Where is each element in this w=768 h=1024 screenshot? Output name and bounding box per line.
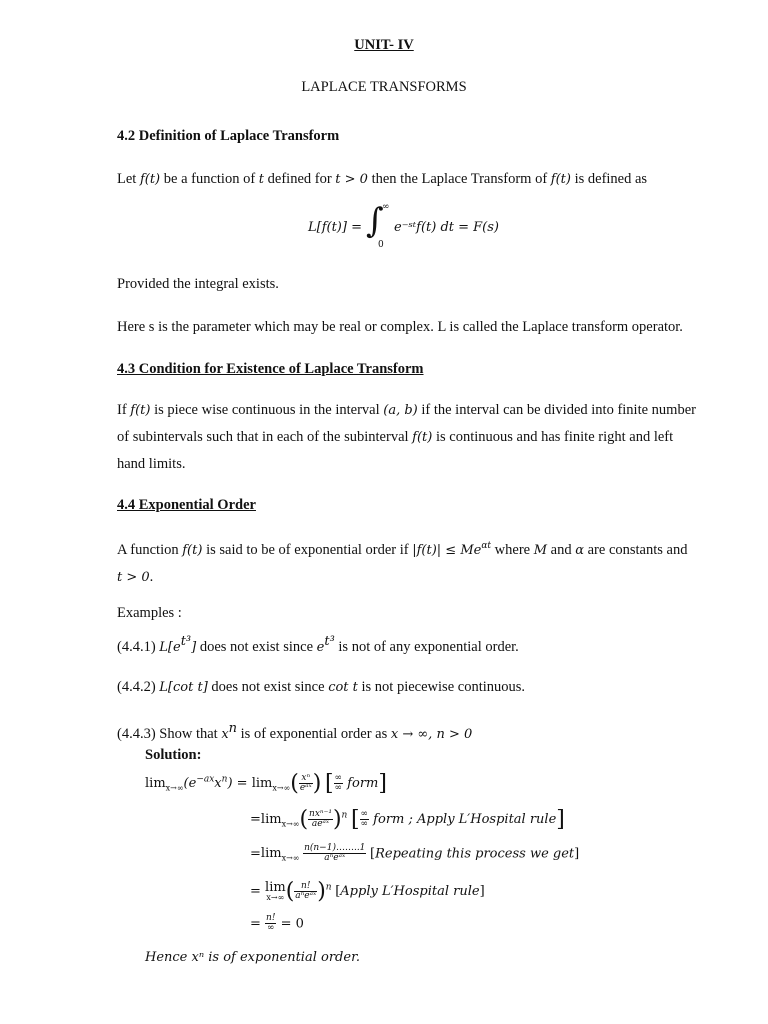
example-4-4-2: (4.4.2) L[cot t] does not exist since cot t is not piecewise continuous. bbox=[117, 679, 526, 695]
solution-step-4: = lim x→∞ ( $\frac{n!}{\text{aⁿeᵃˣ}}$ )$^n$ [Apply L′Hospital rule] bbox=[250, 879, 485, 904]
section-heading-4-2: 4.2 Definition of Laplace Transform bbox=[117, 128, 340, 144]
solution-step-1: $\lim_{x\to\infty}(e^{-ax}x^n) = \lim_{x\to\infty}$( $\frac{\text{xⁿ}}{\text{eᵃˣ}}$ ) [ $\frac{\infty}{\infty}$ form] bbox=[145, 771, 387, 796]
parameter-text: Here s is the parameter which may be real or complex. L is called the Laplace transform operator. bbox=[117, 319, 683, 335]
page-title: LAPLACE TRANSFORMS bbox=[301, 79, 467, 95]
example-4-4-1: (4.4.1) $L[e^{t^3}]$ does not exist since $e^{t^3}$ is not of any exponential order. bbox=[117, 634, 519, 655]
examples-label: Examples : bbox=[117, 605, 182, 621]
definition-line: Let f(t) be a function of t defined for t > 0 then the Laplace Transform of f(t) is defined as bbox=[117, 171, 648, 187]
existence-paragraph: If f(t) is piece wise continuous in the interval (a, b) if the interval can be divided into finite number of subintervals such that in each of the subinterval f(t) is continuous and has finite right and left hand limits. bbox=[117, 402, 696, 472]
section-heading-4-4: 4.4 Exponential Order bbox=[117, 497, 256, 513]
unit-title: UNIT- IV bbox=[354, 37, 414, 53]
section-heading-4-3: 4.3 Condition for Existence of Laplace Transform bbox=[117, 361, 424, 377]
example-4-4-3: (4.4.3) Show that $x^n$ is of exponential order as x → ∞, n > 0 bbox=[117, 721, 473, 742]
solution-label: Solution: bbox=[145, 747, 202, 763]
solution-conclusion: Hence xⁿ is of exponential order. bbox=[145, 950, 360, 965]
provided-text: Provided the integral exists. bbox=[117, 276, 279, 292]
solution-step-3: $=\lim_{x\to\infty}$ $\frac{n(n-1)\dots\dots..1}{\text{aⁿeᵃˣ}}$ [Repeating this process we get] bbox=[250, 843, 580, 864]
exponential-order-paragraph: A function f(t) is said to be of exponential order if $|f(t)| \le Me^{\alpha t}$ where M and α are constants and t > 0. bbox=[117, 541, 688, 585]
solution-step-5: = $\frac{n!}{\infty}$ = 0 bbox=[250, 913, 304, 934]
solution-step-2: $=\lim_{x\to\infty}$( $\frac{\text{nxⁿ⁻¹}}{\text{aeᵃˣ}}$ )$^n$ [ $\frac{\infty}{\infty}$ form ; Apply L′Hospital rule] bbox=[250, 807, 565, 832]
